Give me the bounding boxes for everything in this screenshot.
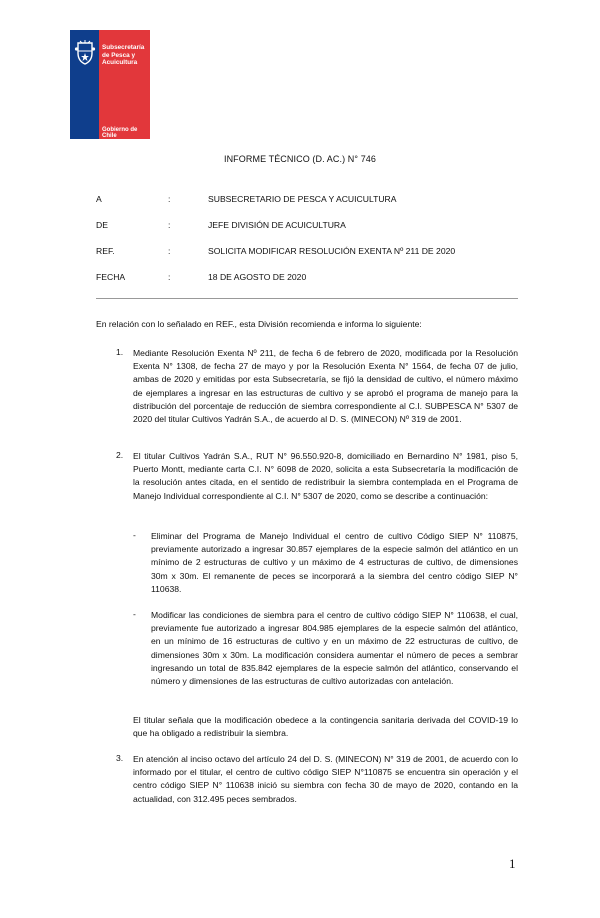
bullet-text: Eliminar del Programa de Manejo Individual el centro de cultivo Código SIEP N° 110875, previamente autorizado a ingresar 30.857 ejemplares de la especie salmón del atlántico en un mínimo de 2 estructuras de cultivo y un máximo de 4 estructuras de cultivo, de dimensiones 30m x 30m. El remanente de peces se incorporará a la siembra del centro código SIEP N° 110638. [151, 531, 518, 594]
logo-name-line: de Pesca y [102, 51, 136, 59]
logo-name-line: Subsecretaría [102, 44, 145, 51]
logo-government: Gobierno de Chile [102, 127, 138, 139]
list-number: 3. [116, 753, 124, 763]
header-value: SOLICITA MODIFICAR RESOLUCIÓN EXENTA Nº 211 DE 2020 [208, 246, 456, 256]
list-item-text: Mediante Resolución Exenta Nº 211, de fecha 6 de febrero de 2020, modificada por la Resolución Exenta N° 1308, de fecha 27 de mayo y por la Resolución Exenta N° 1564, de fecha 07 de julio, ambas de 2020 y emitidas por esta Subsecretaría, se fijó la densidad de cultivo, el número máximo de ejemplares a ingresar en las estructuras de cultivo y se aprobó el programa de manejo para la distribución del porcentaje de reducción de siembra correspondiente al C.I. SUBPESCA N° 5307 de 2020 del titular Cultivos Yadrán S.A., de acuerdo al D. S. (MINECON) Nº 319 de 2001. [133, 348, 518, 425]
logo-institution-name [102, 44, 148, 67]
header-label: A [96, 194, 102, 204]
chile-coat-of-arms-icon [74, 40, 96, 66]
list-number: 1. [116, 347, 124, 357]
bullet-dash: - [133, 530, 136, 540]
bullet-dash: - [133, 609, 136, 619]
intro-paragraph: En relación con lo señalado en REF., esta División recomienda e informa lo siguiente: [96, 319, 422, 329]
header-value: SUBSECRETARIO DE PESCA Y ACUICULTURA [208, 194, 397, 204]
list-item-note: El titular señala que la modificación obedece a la contingencia sanitaria derivada del COVID-19 lo que ha obligado a redistribuir la siembra. [133, 715, 518, 739]
list-item-text: En atención al inciso octavo del artículo 24 del D. S. (MINECON) N° 319 de 2001, de acuerdo con lo informado por el titular, el centro de cultivo código SIEP N°110875 se encuentra sin operación y el centro código SIEP N° 110638 inició su siembra con fecha 30 de mayo de 2020, contando en la actualidad, con 312.495 peces sembrados. [133, 754, 518, 804]
list-number: 2. [116, 450, 124, 460]
header-colon: : [168, 220, 171, 230]
document-title: INFORME TÉCNICO (D. AC.) N° 746 [223, 154, 377, 164]
page-number: 1 [509, 856, 516, 871]
header-divider [96, 298, 518, 299]
header-value: 18 DE AGOSTO DE 2020 [208, 272, 307, 282]
institution-logo [70, 30, 150, 139]
header-label: REF. [96, 246, 115, 256]
list-item-text: El titular Cultivos Yadrán S.A., RUT N° 96.550.920-8, domiciliado en Bernardino N° 1981, piso 5, Puerto Montt, mediante carta C.I. N° 6098 de 2020, solicita a esta Subsecretaría la modificación de la resolución antes citada, en el sentido de redistribuir la siembra contemplada en el Programa de Manejo Individual correspondiente al C.I. N° 5307 de 2020, como se describe a continuación: [133, 451, 518, 501]
header-value: JEFE DIVISIÓN DE ACUICULTURA [208, 220, 346, 230]
bullet-text: Modificar las condiciones de siembra para el centro de cultivo código SIEP N° 110638, el cual, previamente fue autorizado a ingresar 804.985 ejemplares de la especie salmón del atlántico, en un mínimo de 16 estructuras de cultivo y en un máximo de 22 estructuras de cultivo, de dimensiones 30m x 30m. La modificación considera aumentar el número de peces a sembrar ingresando un total de 835.842 ejemplares de la especie salmón del atlántico, conservando el número y dimensiones de las estructuras de cultivo autorizadas con antelación. [151, 610, 518, 687]
header-colon: : [168, 194, 171, 204]
header-label: DE [96, 220, 108, 230]
header-label: FECHA [96, 272, 126, 282]
logo-name-line: Acuicultura [102, 59, 138, 67]
header-colon: : [168, 246, 171, 256]
header-colon: : [168, 272, 171, 282]
